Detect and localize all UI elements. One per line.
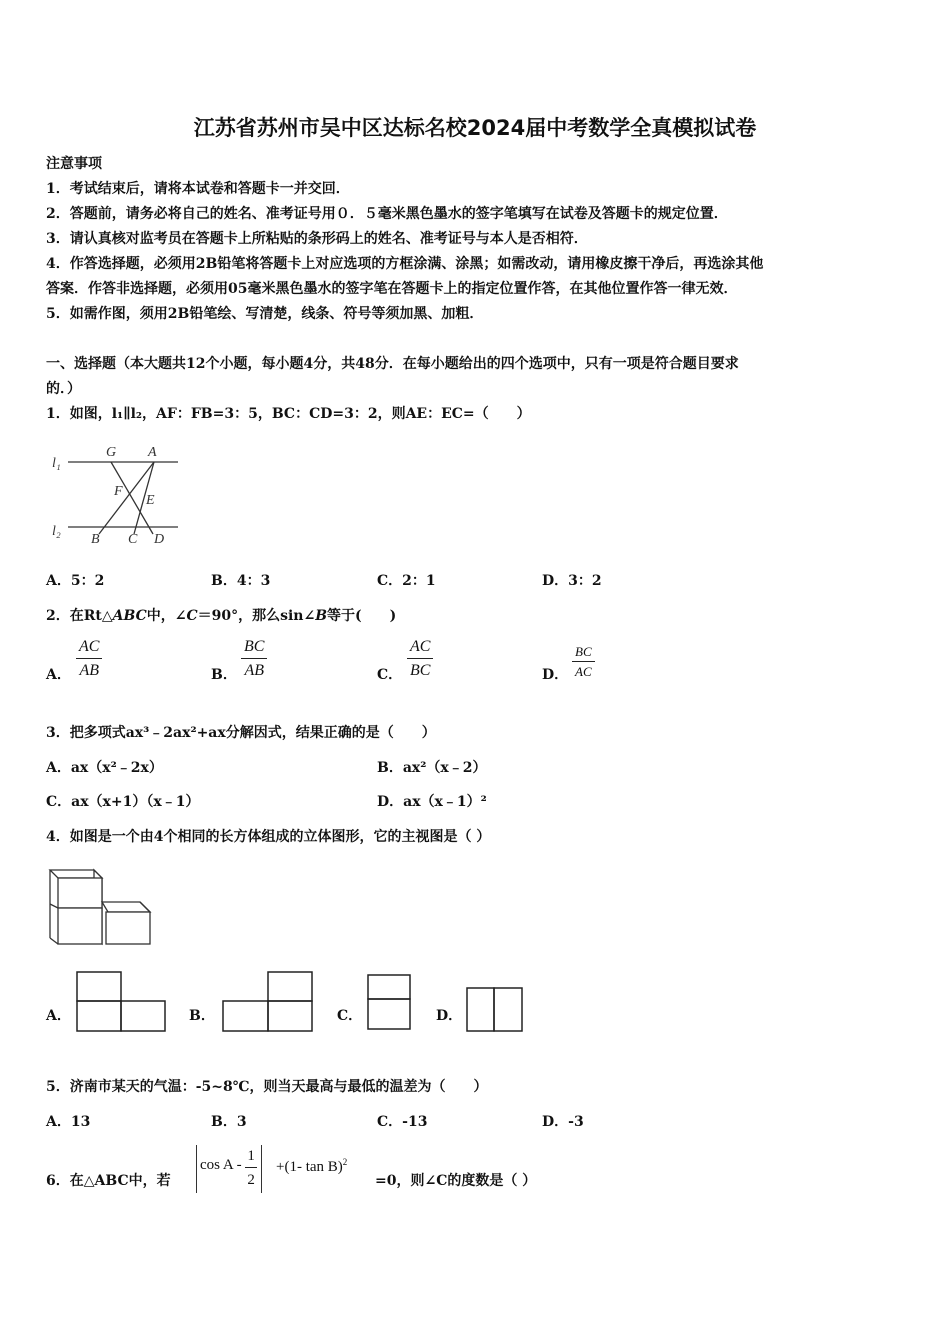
notice-item: 答案．作答非选择题，必须用05毫米黑色墨水的签字笔在答题卡上的指定位置作答，在其他位置作答一律无效． [46,281,738,297]
question-4-text: 4．如图是一个由4个相同的长方体组成的立体图形，它的主视图是（ ） [46,829,491,845]
question-4-3d-figure [46,866,156,948]
q1-option-d[interactable]: D．3：2 [542,573,602,589]
q6-tan-expression: +(1- tan B)$^2$ [276,1157,348,1175]
q2-option-a-letter[interactable]: A． [46,667,71,683]
q2-option-b-letter[interactable]: B． [211,667,237,683]
q2-option-c-letter[interactable]: C． [377,667,403,683]
q5-option-c[interactable]: C．-13 [377,1114,428,1130]
label-c: C [128,532,138,547]
q4-option-a-view[interactable] [76,971,168,1033]
label-b: B [91,532,100,547]
q3-option-d[interactable]: D．ax（x﹣1）² [377,794,487,810]
question-2-text: 2．在Rt△ABC中，∠C＝90°，那么sin∠B等于( ) [46,608,397,624]
q5-option-a[interactable]: A．13 [46,1114,91,1130]
q1-option-a[interactable]: A．5：2 [46,573,105,589]
q4-option-a-letter[interactable]: A． [46,1008,71,1024]
page-title: 江苏省苏州市吴中区达标名校2024届中考数学全真模拟试卷 [193,116,757,140]
section-heading-line2: 的．） [46,381,81,397]
q2-option-c-fraction[interactable]: $\frac{AC}{BC}$ [407,636,433,683]
q5-option-d[interactable]: D．-3 [542,1114,584,1130]
q6-fraction-half: $\frac{1}{2}$ [245,1145,257,1192]
notice-item: 5．如需作图，须用2B铅笔绘、写清楚，线条、符号等须加黑、加粗． [46,306,484,322]
question-5-text: 5．济南市某天的气温：-5~8℃，则当天最高与最低的温差为（ ） [46,1079,488,1095]
question-1-figure [46,437,186,549]
label-e: E [146,493,155,508]
notice-heading: 注意事项 [46,156,102,172]
q2-option-d-fraction[interactable]: $\frac{BC}{AC}$ [572,642,595,681]
q4-option-d-letter[interactable]: D． [436,1008,463,1024]
q4-option-d-view[interactable] [466,987,526,1033]
q4-option-c-view[interactable] [367,974,413,1032]
q3-option-a[interactable]: A．ax（x²﹣2x） [46,760,163,776]
label-f: F [114,484,123,499]
section-heading-line1: 一、选择题（本大题共12个小题，每小题4分，共48分．在每小题给出的四个选项中，只有一项是符合题目要求 [46,356,739,372]
label-d: D [154,532,165,547]
q3-option-b[interactable]: B．ax²（x﹣2） [377,760,487,776]
q4-option-b-view[interactable] [222,971,316,1033]
q1-option-b[interactable]: B．4：3 [211,573,271,589]
notice-item: 1．考试结束后，请将本试卷和答题卡一并交回． [46,181,350,197]
label-a: A [148,445,157,460]
question-6-suffix: =0，则∠C的度数是（ ） [375,1173,537,1189]
label-l1: l₁ [52,456,61,471]
question-1-text: 1．如图，l₁∥l₂，AF：FB=3：5，BC：CD=3：2，则AE：EC=（ ） [46,406,531,422]
q2-option-b-fraction[interactable]: $\frac{BC}{AB}$ [241,636,267,683]
q2-option-a-fraction[interactable]: $\frac{AC}{AB}$ [76,636,102,683]
q6-absolute-value: cos A - $\frac{1}{2}$ [196,1145,262,1193]
notice-item: 3．请认真核对监考员在答题卡上所粘贴的条形码上的姓名、准考证号与本人是否相符． [46,231,588,247]
q2-option-d-letter[interactable]: D． [542,667,569,683]
q1-option-c[interactable]: C．2：1 [377,573,436,589]
label-l2: l₂ [52,524,61,539]
question-3-text: 3．把多项式ax³﹣2ax²+ax分解因式，结果正确的是（ ） [46,725,436,741]
q3-option-c[interactable]: C．ax（x+1）（x﹣1） [46,794,200,810]
notice-item: 2．答题前，请务必将自己的姓名、准考证号用０．５毫米黑色墨水的签字笔填写在试卷及答题卡的规定位置． [46,206,728,222]
label-g: G [106,445,117,460]
q4-option-c-letter[interactable]: C． [337,1008,363,1024]
notice-item: 4．作答选择题，必须用2B铅笔将答题卡上对应选项的方框涂满、涂黑；如需改动，请用橡皮擦干净后，再选涂其他 [46,256,764,272]
q5-option-b[interactable]: B．3 [211,1114,247,1130]
q4-option-b-letter[interactable]: B． [189,1008,215,1024]
question-6-prefix: 6．在△ABC中，若 [46,1173,171,1189]
